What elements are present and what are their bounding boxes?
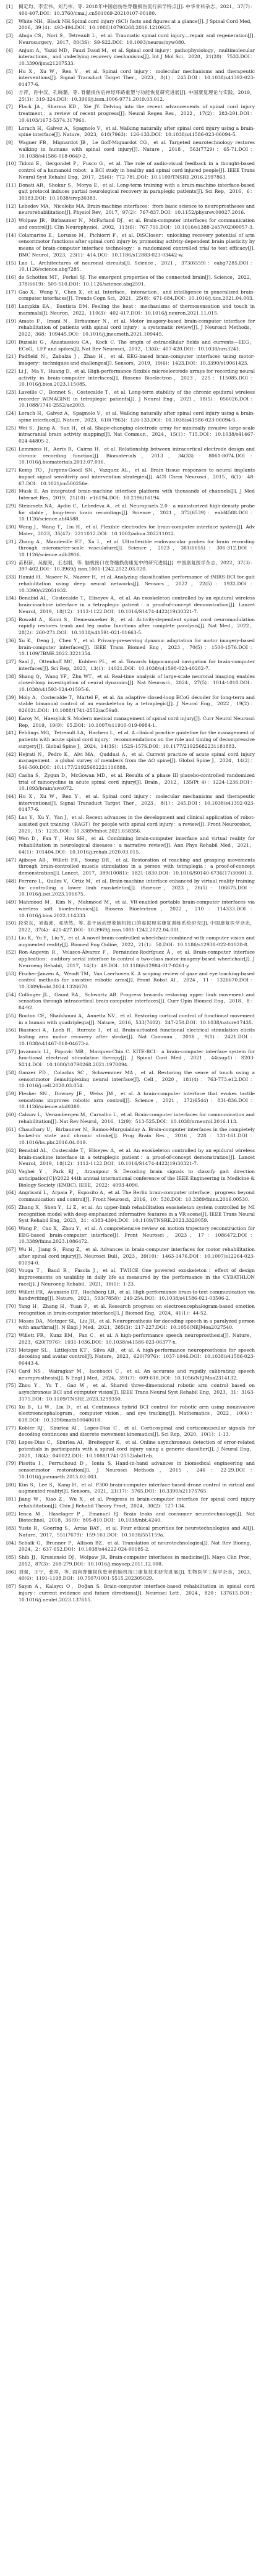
reference-item <box>6 752 255 771</box>
reference-number: [27] <box>6 467 16 473</box>
reference-item <box>6 1540 255 1553</box>
reference-item <box>6 574 255 594</box>
reference-item <box>6 1583 255 1603</box>
reference-item <box>6 560 255 573</box>
reference-text: Ienca M，Haselager P，Emanuel EJ. Brain leaks and consumer neurotechnology[J]. Nat Biotechnol，2018，36(9)：805-810.DOI：10.1038/nbt.4240. <box>19 1510 255 1523</box>
reference-number: [79] <box>6 1460 16 1467</box>
reference-text: Rowald A，Komi S，Demesmaeker R，et al. Activity-dependent spinal cord neuromodulation rapidly restores trunk and leg motor functions after complete paralysis[J]. Nat Med，2022，28(2)：260-271.DOI：10.1038/s41591-021-01663-5. <box>19 616 255 636</box>
reference-text: Angrisani L，Arpaia P，Esposito A，et al. The Berlin brain-computer interface：progress beyond communication and control[J]. Front Neurosci，2016，10：530.DOI：10.3389/fnins.2016.00530. <box>19 1190 255 1203</box>
reference-number: [43] <box>6 772 16 778</box>
reference-item <box>6 389 255 409</box>
reference-item <box>6 1425 255 1438</box>
reference-item <box>6 1460 255 1480</box>
reference-text: Wang J，Wang T，Liu H，et al. Flexible electrodes for brain-computer interface system[J]. Adv Mater，2023，35(47)：2211012.DOI：10.1002/adma.202211012. <box>19 524 255 536</box>
reference-number: [30] <box>6 524 16 530</box>
reference-number: [63] <box>6 1169 16 1175</box>
reference-item <box>6 318 255 338</box>
reference-number: [24] <box>6 410 16 417</box>
reference-text: Vouga T，Baud R，Fasola J，et al. TWIICE One powered exoskeleton：effect of design improvements on usability in daily life as measured by the performance in the CYBATHLON race[J]. J Neuroeng Rehabil，2021，18(1)：1-23. <box>19 1268 255 1287</box>
reference-text: 揭定均，李宏伟，刘乃伟，等. 2018年中国创伤性脊髓损伤流行病学特点[J]. 中华骨科杂志，2021，37(7)：401-407.DOI：10.3760/cma.j.cn501069-20210107-00180. <box>19 4 255 16</box>
reference-item <box>6 354 255 366</box>
reference-item <box>6 33 255 46</box>
reference-number: [13] <box>6 218 16 224</box>
reference-text: Karoy M，Haesyluk S. Modern medical management of spinal cord injury[J]. Curr Neurol Neurosci Rep，2019，19(9)：65.DOI：10.1007/s11910-019-0984-1. <box>19 715 255 728</box>
reference-item <box>6 48 255 67</box>
reference-text: Hu X，Xu W，Ren Y，et al. Spinal cord injury：molecular mechanisms and therapeutic interventions[J]. Signal Transduct Target Ther，2023，8(1)：245.DOI：10.1038/s41392-023-01477-6. <box>19 794 255 813</box>
reference-number: [47] <box>6 857 16 863</box>
reference-number: [10] <box>6 161 16 167</box>
reference-item <box>6 339 255 352</box>
reference-item <box>6 410 255 423</box>
reference-number: [15] <box>6 260 16 266</box>
reference-item <box>6 104 255 124</box>
reference-text: Xu B，Li W，Liu D，et al. Continuous hybrid BCI control for robotic arm using noninvasive electroencephalogram，computer vision，and eye tracking[J]. Mathematics，2022，10(4)：618.DOI：10.3390/math10040618. <box>19 1404 255 1423</box>
reference-number: [21] <box>6 354 16 360</box>
reference-number: [29] <box>6 502 16 509</box>
reference-number: [49] <box>6 899 16 905</box>
reference-item <box>6 1404 255 1424</box>
reference-number: [55] <box>6 1012 16 1019</box>
reference-text: Kobler RJ，Sburlea AI，Lopes-Dias C，et al. Corticospinal and corticomuscular signals for decoding continuous and discrete movement kinematics[J]. Sci Rep，2020，10(1)：1-13. <box>19 1425 255 1438</box>
reference-text: Ahuja CS，Nori S，Tetreault L，et al. Traumatic spinal cord injury—repair and regeneration[J]. Neurosurgery，2017，80(3S)：S9-S22.DOI：10.1093/neuros/nyw080. <box>19 33 255 45</box>
reference-text: 刘强，王宁，张祥，等. 面向脊髓损伤患者的脑机接口康复技术研究进展[J]. 生物医学工程学杂志，2023，40(6)：1191-1198.DOI：10.7507/1001-5515.202305029. <box>19 1569 255 1582</box>
reference-text: Tidoni E，Gergondet P，Fusco G，et al. The role of audio-visual feedback in a thought-based control of a humanoid robot：a BCI study in healthy and spinal cord injured people[J]. IEEE Trans Neural Syst Rehabil Eng，2017，25(6)：772-781.DOI：10.1109/TNSRE.2016.2597863. <box>19 161 255 180</box>
reference-text: Hamid H，Naseer N，Nazeer H，et al. Analyzing classification performance of fNIRS-BCI for gait rehabilitation using deep neural networks[J]. Sensors，2022，22(5)：1932.DOI：10.3390/s22051932. <box>19 574 255 593</box>
reference-number: [53] <box>6 970 16 977</box>
reference-text: Lemmens H，Aerts R，Cairns H，et al. Relationship between intracortical electrode design and chronic recording function[J]. Biomaterials，2013，34(33)：8061-8074.DOI：10.1016/j.biomaterials.2013.07.016. <box>19 446 255 465</box>
reference-text: Ganzer PD，Colachis SC，Schwemmer MA，et al. Restoring the sense of touch using a sensorimotor demultiplexing neural interface[J]. Cell，2020，181(4)：763-773.e12.DOI：10.1016/j.cell.2020.03.054. <box>19 1069 255 1089</box>
reference-text: Shih JJ，Krusienski DJ，Wolpaw JR. Brain-computer interfaces in medicine[J]. Mayo Clin Proc，2012，87(3)：268-279.DOI：10.1016/j.mayocp.2011.12.008. <box>19 1554 255 1567</box>
reference-item <box>6 303 255 316</box>
reference-text: Colamarino E，Lorusso M，Pichiorri F，et al. DiSCIoser：unlocking recovery potential of arm sensorimotor functions after spinal cord injury by promoting activity-dependent brain plasticity by means of brain-computer interface technology：a randomized controlled trial to test efficacy[J]. BMC Neurol，2023，23(1)：414.DOI：10.1186/s12883-023-03442-w. <box>19 232 255 258</box>
reference-number: [34] <box>6 595 16 601</box>
reference-text: Flack JA，Sharma KD，Xie JY. Delving into the recent advancements of spinal cord injury treatment：a review of recent progress[J]. Neural Regen Res，2022，17(2)：283-291.DOI：10.4103/1673-5374.317961. <box>19 104 255 123</box>
reference-item <box>6 971 255 991</box>
reference-item <box>6 524 255 537</box>
reference-item <box>6 794 255 813</box>
reference-number: [17] <box>6 289 16 295</box>
reference-text: Fehlings MG，Tetreault LA，Hachem L，et al. A clinical practice guideline for the management of patients with acute spinal cord injury：recommendations on the role and timing of decompressive surgery[J]. Global Spine J，2024，14(3S)：152S-157S.DOI：10.1177/21925682231181883. <box>19 730 255 749</box>
reference-item <box>6 488 255 501</box>
reference-item <box>6 69 255 88</box>
reference-item <box>6 1525 255 1538</box>
reference-item <box>6 1383 255 1402</box>
reference-number: [74] <box>6 1368 16 1374</box>
reference-text: Wu H，Jiang S，Fang Z，et al. Advances in brain-computer interfaces for motor rehabilitation after spinal cord injury[J]. Neurosci Bull，2023，39(10)：1463-1476.DOI：10.1007/s12264-023-01094-0. <box>19 1247 255 1266</box>
reference-text: Kim S，Lee S，Kang H，et al. P300 brain-computer interface-based drone control in virtual and augmented reality[J]. Sensors，2021，21(17)：5765.DOI：10.3390/s21175765. <box>19 1481 255 1494</box>
reference-number: [57] <box>6 1048 16 1054</box>
reference-item <box>6 274 255 287</box>
reference-number: [85] <box>6 1554 16 1561</box>
reference-number: [5] <box>6 68 13 74</box>
reference-number: [61] <box>6 1126 16 1132</box>
reference-item <box>6 638 255 658</box>
reference-text: Wang P，Cao X，Zhou Y，et al. A comprehensive review on motion trajectory reconstruction for EEG-based brain-computer interface[J]. Front Neurosci，2023，17：1086472.DOI：10.3389/fnins.2023.1086472. <box>19 1226 255 1245</box>
reference-number: [20] <box>6 339 16 345</box>
reference-number: [78] <box>6 1439 16 1446</box>
reference-number: [41] <box>6 730 16 736</box>
reference-number: [8] <box>6 125 13 131</box>
reference-item <box>6 1496 255 1509</box>
reference-text: Zhang A，Mandeville ET，Xu L，et al. Ultraflexible endovascular probes for brain recording through micrometer-scale vasculature[J]. Science，2023，381(6655)：306-312.DOI：10.1126/science.adh3916. <box>19 538 255 557</box>
reference-item <box>6 1368 255 1381</box>
reference-number: [7] <box>6 104 13 110</box>
reference-number: [12] <box>6 203 16 209</box>
reference-text: Vaghei Y，Park EJ，Arzanpour S. Decoding brain signals to classify gait direction anticipation[C]//2022 44th annual international conference of the IEEE Engineering in Medicine & Biology Society (EMBC). IEEE，2022：4093-4096. <box>19 1169 255 1188</box>
reference-text: 段荣东，刘海波，邓浩然，等. 基于运动想象脑机接口的虚拟现实康复训练系统研究[J]. 中国康复医学杂志，2022，37(4)：421-427.DOI：10.3969/j.issn.1001-1242.2022.04.001. <box>19 920 255 933</box>
reference-number: [33] <box>6 574 16 580</box>
reference-item <box>6 503 255 523</box>
reference-number: [60] <box>6 1112 16 1118</box>
reference-number: [65] <box>6 1204 16 1210</box>
reference-item <box>6 19 255 32</box>
reference-text: Zhang X，Shen Y，Li Z，et al. An upper-limb rehabilitation exoskeleton system controlled by MI recognition model with deep emphasized informative features in a VR scene[J]. IEEE Trans Neural Syst Rehabil Eng，2023，31：4383-4394.DOI：10.1109/TNSRE.2023.3329059. <box>19 1204 255 1224</box>
reference-number: [62] <box>6 1147 16 1153</box>
reference-text: Sayın A，Kalaycı O，Doğan S. Brain-computer interface-based rehabilitation in spinal cord injury：current evidence and future directions[J]. Neurosci Lett，2024，820：137615.DOI：10.1016/j.neulet.2023.137615. <box>19 1583 255 1603</box>
reference-text: Ajiboye AB，Willett FR，Young DR，et al. Restoration of reaching and grasping movements through brain-controlled muscle stimulation in a person with tetraplegia：a proof-of-concept demonstration[J]. Lancet，2017，389(10081)：1821-1830.DOI：10.1016/S0140-6736(17)30601-3. <box>19 857 255 876</box>
reference-item <box>6 695 255 714</box>
reference-item <box>6 674 255 693</box>
reference-text: Benabid AL，Costecalde T，Eliseyev A，et al. An exoskeleton controlled by an epidural wireless brain-machine interface in a tetraplegic patient：a proof-of-concept demonstration[J]. Lancet Neurol，2019，18(12)：1112-1122.DOI：10.1016/S1474-4422(19)30321-7. <box>19 595 255 614</box>
reference-item <box>6 1482 255 1495</box>
reference-text: Bouton CE，Shaikhouni A，Annetta NV，et al. Restoring cortical control of functional movement in a human with quadriplegia[J]. Nature，2016，533(7602)：247-250.DOI：10.1038/nature17435. <box>19 1012 255 1025</box>
reference-number: [46] <box>6 836 16 842</box>
reference-text: Musk E. An integrated brain-machine interface platform with thousands of channels[J]. J Med Internet Res，2019，21(10)：e16194.DOI：10.2196/16194. <box>19 488 255 501</box>
reference-text: Metzger SL，Littlejohn KT，Silva AB，et al. A high-performance neuroprosthesis for speech decoding and avatar control[J]. Nature，2023，620(7976)：1037-1046.DOI：10.1038/s41586-023-06443-4. <box>19 1347 255 1366</box>
reference-item <box>6 595 255 615</box>
reference-item <box>6 4 255 17</box>
reference-item <box>6 1190 255 1203</box>
reference-item <box>6 836 255 855</box>
reference-item <box>6 1091 255 1111</box>
reference-text: Liu K，Yu Y，Liu Y，et al. A novel brain-controlled wheelchair combined with computer vision and augmented reality[J]. Biomed Eng Online，2022，21(1)：50.DOI：10.1186/s12938-022-01020-8. <box>19 934 255 947</box>
reference-text: Jovanovic LI，Popovic MR，Marquez-Chin C. KITE-BCI：a brain-computer interface system for functional electrical stimulation therapy[J]. J Spinal Cord Med，2021，44(sup1)：S203-S214.DOI：10.1080/10790268.2021.1970894. <box>19 1048 255 1068</box>
reference-item <box>6 815 255 834</box>
reference-number: [36] <box>6 637 16 643</box>
reference-item <box>6 920 255 933</box>
reference-item <box>6 1318 255 1331</box>
reference-item <box>6 1247 255 1266</box>
reference-text: Fischer-Janzen A，Wendt TM，Van Laerhoven K. A scoping review of gaze and eye tracking-based control methods for assistive robotic arms[J]. Front Robot AI，2024，11：1326670.DOI：10.3389/frobt.2024.1326670. <box>19 970 255 989</box>
reference-number: [23] <box>6 389 16 396</box>
reference-item <box>6 260 255 273</box>
reference-item <box>6 857 255 877</box>
reference-text: Casha S，Zygun D，McGowan MD，et al. Results of a phase III placebo-controlled randomized trial of minocycline in acute spinal cord injury[J]. Brain，2012，135(Pt 4)：1224-1236.DOI：10.1093/brain/aws072. <box>19 772 255 792</box>
reference-number: [73] <box>6 1347 16 1353</box>
reference-text: Willett FR，Avansino DT，Hochberg LR，et al. High-performance brain-to-text communication via handwriting[J]. Nature，2021，593(7858)：249-254.DOI：10.1038/s41586-021-03506-2. <box>19 1289 255 1302</box>
reference-number: [51] <box>6 934 16 941</box>
reference-number: [35] <box>6 616 16 622</box>
reference-number: [6] <box>6 89 13 95</box>
reference-number: [4] <box>6 47 13 53</box>
reference-item <box>6 203 255 216</box>
reference-item <box>6 935 255 948</box>
reference-text: Willett FR，Kunz EM，Fan C，et al. A high-performance speech neuroprosthesis[J]. Nature，2023，620(7976)：1031-1036.DOI：10.1038/s41586-023-06377-x. <box>19 1332 255 1345</box>
reference-number: [82] <box>6 1510 16 1517</box>
reference-item <box>6 1127 255 1146</box>
reference-number: [38] <box>6 673 16 679</box>
reference-text: Hejrati N，Pedro K，Alvi MA，Quddusi A，et al. Current practice of acute spinal cord injury management：a global survey of members from the AO spine[J]. Global Spine J，2024，14(2)：546-560.DOI：10.1177/21925682221116888. <box>19 751 255 771</box>
reference-text: Steinmetz NA，Aydin C，Lebedeva A，et al. Neuropixels 2.0：a miniaturized high-density probe for stable，long-term brain recordings[J]. Science，2021，372(6539)：eabf4588.DOI：10.1126/science.abf4588. <box>19 502 255 522</box>
reference-text: Shang Q，Wang YF，Zhu WT，et al. Real-time analysis of large-scale neuronal imaging enables closed-loop investigation of neural dynamics[J]. Nat Neurosci，2024，27(5)：1014-1018.DOI：10.1038/s41593-024-01595-6. <box>19 673 255 692</box>
reference-number: [19] <box>6 318 16 324</box>
reference-item <box>6 1112 255 1125</box>
reference-text: Cahsov L，Versonbergen M，Carvalho L，et al. Brain-computer interfaces for communication and rehabilitation[J]. Nat Rev Neurol，2016，12(9)：513-525.DOI：10.1038/nrneurol.2016.113. <box>19 1112 255 1124</box>
reference-number: [72] <box>6 1332 16 1339</box>
reference-number: [64] <box>6 1190 16 1196</box>
reference-item <box>6 1554 255 1567</box>
reference-item <box>6 1439 255 1459</box>
reference-text: Wei S，Jiang A，Sun H，et al. Shape-changing electrode array for minimally invasive large-scale intracranial brain activity mapping[J]. Nat Commun，2024，15(1)：715.DOI：10.1038/s41467-024-44805-2. <box>19 425 255 444</box>
reference-item <box>6 1070 255 1090</box>
reference-text: Li J，Ma Y，Huang D，et al. High-performance flexible microelectrode arrays for recording neural activity in brain-computer interfaces[J]. Biosens Bioelectron，2023，225：115085.DOI：10.1016/j.bios.2023.115085. <box>19 368 255 388</box>
reference-item <box>6 1049 255 1069</box>
reference-number: [42] <box>6 751 16 757</box>
reference-text: Moly A，Costecalde T，Martel F，et al. An adaptive closed-loop ECoG decoder for long-term and stable bimanual control of an exoskeleton by a tetraplegic[J]. J Neural Eng，2022，19(2)：026021.DOI：10.1088/1741-2552/ac59a0. <box>19 694 255 714</box>
reference-item <box>6 1027 255 1047</box>
reference-number: [68] <box>6 1268 16 1274</box>
reference-number: [58] <box>6 1069 16 1075</box>
reference-item <box>6 1013 255 1026</box>
reference-text: Chaudhary U，Birbaumer N，Ramos-Murguialday A. Brain-computer interfaces in the completely locked-in state and chronic stroke[J]. Prog Brain Res，2016，228：131-161.DOI：10.1016/bs.pbr.2016.04.019. <box>19 1126 255 1146</box>
reference-number: [1] <box>6 4 13 9</box>
reference-number: [80] <box>6 1481 16 1488</box>
reference-text: Pisotta I，Perruchoud D，Ionta S. Hand-in-hand advances in biomedical engineering and sensorimotor restoration[J]. J Neurosci Methods，2015，246：22-29.DOI：10.1016/j.jneumeth.2015.03.003. <box>19 1460 255 1480</box>
reference-item <box>6 1332 255 1345</box>
reference-number: [18] <box>6 303 16 310</box>
reference-text: Lorach H，Galvez A，Spagnolo V，et al. Walking naturally after spinal cord injury using a brain-spine interface[J]. Nature，2023，618(7963)：126-133.DOI：10.1038/s41586-023-06094-5. <box>19 125 255 138</box>
reference-text: Mahmood M，Kim N，Mahmood M，et al. VR-enabled portable brain-computer interfaces via wireless soft bioelectronics[J]. Biosens Bioelectron，2022，210：114333.DOI：10.1016/j.bios.2022.114333. <box>19 899 255 918</box>
reference-item <box>6 368 255 388</box>
reference-item <box>6 1511 255 1524</box>
reference-text: Gao X，Wang Y，Chen X，et al. Interface，interaction，and intelligence in generalized brain-computer interfaces[J]. Trends Cogn Sci，2021，25(8)：671-684.DOI：10.1016/j.tics.2021.04.003. <box>19 289 255 302</box>
reference-number: [31] <box>6 538 16 544</box>
reference-number: [56] <box>6 1027 16 1033</box>
reference-text: Jiang W，Xiao Z，Wu X，et al. Progress in brain-computer interface for spinal cord injury rehabilitation[J]. Chin J Rehabil Theory Pract，2024，30(2)：127-134. <box>19 1496 255 1509</box>
reference-number: [11] <box>6 182 16 188</box>
reference-text: Xu K，Deng J，Chen Y，et al. Privacy-preserving dynamic adaptation for motor imagery-based brain-computer interfaces[J]. IEEE Trans Biomed Eng，2023，70(5)：1500-1576.DOI：10.1109/TBME.2022.3221354. <box>19 637 255 657</box>
reference-text: Lopes-Dias C，Sburlea AI，Breitegger K，et al. Online asynchronous detection of error-related potentials in participants with a spinal cord injury using a generic classifier[J]. J Neural Eng，2021，18(4)：046022.DOI：10.1088/1741-2552/abd1eb. <box>19 1439 255 1459</box>
reference-number: [69] <box>6 1289 16 1295</box>
reference-item <box>6 1226 255 1245</box>
reference-text: Schalk G，Brunner P，Allison BZ，et al. Translation of neurotechnologies[J]. Nat Rev Bioeng，2024，2：637-652.DOI：10.1038/s44222-024-00185-2. <box>19 1540 255 1553</box>
reference-number: [71] <box>6 1318 16 1324</box>
reference-number: [37] <box>6 659 16 665</box>
reference-number: [84] <box>6 1540 16 1546</box>
reference-text: Ferrero L，Quiles V，Ortiz M，et al. Brain-machine interface enhanced by virtual reality training for controlling a lower limb exoskeleton[J]. iScience，2023，26(5)：106675.DOI：10.1016/j.isci.2023.106675. <box>19 878 255 897</box>
reference-number: [75] <box>6 1383 16 1389</box>
reference-text: Moses DA，Metzger SL，Liu JR，et al. Neuroprosthesis for decoding speech in a paralyzed person with anarthria[J]. N Engl J Med，2021，385(3)：217-227.DOI：10.1056/NEJMoa2027540. <box>19 1318 255 1331</box>
reference-text: Yang H，Zhang H，Yuan F，et al. Research progress on electroencephalogram-based emotion recognition in brain-computer interface[J]. J Biomed Eng，2024，41(1)：44-52. <box>19 1303 255 1316</box>
reference-text: Card NS，Wairagkar M，Iacobacci C，et al. An accurate and rapidly calibrating speech neuroprosthesis[J]. N Engl J Med，2024，391(7)：609-618.DOI：10.1056/NEJMoa2314132. <box>19 1368 255 1381</box>
reference-text: Luo L. Architectures of neuronal circuits[J]. Science，2021，373(6559)：eabg7285.DOI：10.1126/science.abg7285. <box>19 260 255 273</box>
reference-number: [40] <box>6 715 16 721</box>
reference-number: [67] <box>6 1247 16 1253</box>
reference-item <box>6 161 255 180</box>
reference-text: 方萍，肖中汉，孔晓璐，等. 脊髓损伤后神经环路重塑与功能恢复研究进展[J]. 中国康复理论与实践，2019，25(3)：319-324.DOI：10.3969/j.issn.1006-9771.2019.03.012. <box>19 89 255 102</box>
reference-number: [32] <box>6 559 16 566</box>
reference-text: Lorach H，Galvez A，Spagnolo V，et al. Walking naturally after spinal cord injury using a brain-spine interface[J]. Nature，2023，618(7963)：126-133.DOI：10.1038/s41586-023-06094-5. <box>19 410 255 423</box>
reference-number: [26] <box>6 446 16 452</box>
reference-number: [44] <box>6 794 16 800</box>
reference-text: Padfield N，Zabalza J，Zhao H，et al. EEG-based brain-computer interfaces using motor-imagery：techniques and challenges[J]. Sensors，2019，19(6)：1423.DOI：10.3390/s19061423. <box>19 354 255 366</box>
reference-item <box>6 659 255 672</box>
reference-number: [28] <box>6 488 16 494</box>
reference-item <box>6 218 255 231</box>
reference-item <box>6 1268 255 1287</box>
reference-item <box>6 90 255 103</box>
reference-number: [83] <box>6 1525 16 1532</box>
reference-number: [45] <box>6 815 16 821</box>
reference-number: [22] <box>6 368 16 374</box>
reference-text: Buzsáki G，Anastassiou CA，Koch C. The origin of extracellular fields and currents—EEG，ECoG，LFP and spikes[J]. Nat Rev Neurosci，2012，13(6)：407-420.DOI：10.1038/nrn3241. <box>19 339 255 352</box>
reference-item <box>6 425 255 445</box>
reference-text: Amato F，Imani N，Birbaumer N，et al. Motor imagery-based brain-computer interface for rehabilitation of patients with spinal cord injury：a systematic review[J]. J Neurosci Methods，2022，368：109445.DOI：10.1016/j.jneumeth.2021.109445. <box>19 318 255 337</box>
reference-item <box>6 446 255 466</box>
reference-text: Collinger JL，Gaunt RA，Schwartz AB. Progress towards restoring upper limb movement and sensation through intracortical brain-computer interfaces[J]. Curr Opin Biomed Eng，2018，8：84-92. <box>19 991 255 1011</box>
reference-text: Anjum A，Yazid MD，Fauzi Daud M，et al. Spinal cord injury：pathophysiology，multimolecular interactions，and underlying recovery mechanisms[J]. Int J Mol Sci，2020，21(20)：7533.DOI：10.3390/ijms21207533. <box>19 47 255 66</box>
reference-item <box>6 467 255 487</box>
reference-text: Flesher SN，Downey JE，Weiss JM，et al. A brain-computer interface that evokes tactile sensations improves robotic arm control[J]. Science，2021，372(6544)：831-836.DOI：10.1126/science.abd0380. <box>19 1091 255 1110</box>
reference-item <box>6 1289 255 1302</box>
reference-item <box>6 878 255 898</box>
reference-item <box>6 182 255 202</box>
reference-text: White NH，Black NH.Spinal cord injury (SCI) facts and figures at a glance[J]. J Spinal Cord Med，2016，39 (4)：493-494.DOI：10.1080/10790268.2016.1210925. <box>19 18 255 31</box>
reference-number: [66] <box>6 1226 16 1232</box>
reference-item <box>6 617 255 637</box>
reference-text: Luo Y，Xu Y，Yan J，et al. Recent advances in the development and clinical application of robot-assisted gait training（RAGT）for people with spinal cord injury：a review[J]. Front Neurorobot，2021，15：1235.DOI：10.3389/fnbot.2021.658356. <box>19 815 255 834</box>
reference-number: [3] <box>6 33 13 38</box>
reference-item <box>6 730 255 750</box>
reference-text: Lumpkin EA，Bautista DM. Feeling the heat：mechanisms of thermosensation and touch in mammals[J]. Neuron，2022，110(3)：402-417.DOI：10.1016/j.neuron.2021.11.015. <box>19 303 255 316</box>
reference-text: Wolpaw JR，Birbaumer N，McFarland DJ，et al. Brain-computer interfaces for communication and control[J]. Clin Neurophysiol，2002，113(6)：767-791.DOI：10.1016/s1388-2457(02)00057-3. <box>19 218 255 230</box>
reference-item <box>6 289 255 302</box>
reference-number: [39] <box>6 694 16 700</box>
reference-text: de Schotten MT，Forkel SJ. The emergent properties of the connected brain[J]. Science，2022，378(6619)：505-510.DOI：10.1126/science.abq2591. <box>19 274 255 287</box>
reference-number: [2] <box>6 18 13 24</box>
reference-number: [86] <box>6 1569 16 1575</box>
reference-item <box>6 1169 255 1188</box>
reference-number: [87] <box>6 1583 16 1590</box>
reference-number: [81] <box>6 1496 16 1502</box>
reference-number: [48] <box>6 878 16 884</box>
reference-number: [50] <box>6 920 16 926</box>
reference-text: Hu X，Xu W，Ren Y，et al. Spinal cord injury：molecular mechanisms and therapeutic interventions[J]. Signal Transduct Target Ther，2023，8(1)：245.DOI：10.1038/s41392-023-01477-6. <box>19 68 255 88</box>
reference-number: [76] <box>6 1404 16 1410</box>
reference-text: Laveille C，Bonnet S，Costecalde T，et al. Long-term stability of the chronic epidural wireless recorder WIMAGINE in tetraplegic patients[J]. J Neural Eng，2021，18(5)：056026.DOI：10.1088/1741-2552/ac2003. <box>19 389 255 409</box>
reference-item <box>6 232 255 259</box>
reference-item <box>6 1347 255 1367</box>
reference-text: Lebedev MA，Nicolelis MA. Brain-machine interfaces：from basic science to neuroprostheses and neurorehabilitation[J]. Physiol Rev，2017，97(2)：767-837.DOI：10.1152/physrev.00027.2016. <box>19 203 255 216</box>
reference-text: Yuste R，Goering S，Arcas BAY，et al. Four ethical priorities for neurotechnologies and AI[J]. Nature，2017，551(7679)：159-163.DOI：10.1038/551159a. <box>19 1525 255 1538</box>
reference-text: Saal J，Ottenhoff MC，Kubben PL，et al. Towards hippocampal navigation for brain-computer interfaces[J]. Sci Rep，2023，13(1)：14021.DOI：10.1038/s41598-023-40282-7. <box>19 659 255 671</box>
reference-number: [54] <box>6 991 16 998</box>
reference-item <box>6 949 255 969</box>
reference-text: Wen D，Fan Y，Hsu SH，et al. Combining brain-computer interface and virtual reality for rehabilitation in neurological diseases：a narrative review[J]. Ann Phys Rehabil Med，2021，64(1)：101404.DOI：10.1016/j.rehab.2020.03.015. <box>19 836 255 855</box>
reference-text: Wagner FB，Mignardot JB，Le Goff-Mignardot CG，et al. Targeted neurotechnology restores walking in humans with spinal cord injury[J]. Nature，2018，563(7729)：65-71.DOI：10.1038/s41586-018-0649-2. <box>19 140 255 159</box>
reference-item <box>6 1148 255 1167</box>
reference-text: 苗积新，吴振宽，王志刚，等. 脑机接口在脊髓损伤康复中的研究进展[J]. 中国康复医学杂志，2022，37(3)：397-402.DOI：10.3969/j.issn.1001-1242.2022.03.020. <box>19 559 255 572</box>
reference-item <box>6 1303 255 1316</box>
reference-number: [25] <box>6 425 16 431</box>
reference-item <box>6 773 255 792</box>
reference-number: [9] <box>6 140 13 146</box>
reference-number: [52] <box>6 949 16 955</box>
reference-number: [14] <box>6 232 16 238</box>
reference-text: Donati AR，Shokur S，Morya E，et al. Long-term training with a brain-machine interface-based gait protocol induces partial neurological recovery in paraplegic patients[J]. Sci Rep，2016，6：30383.DOI：10.1038/srep30383. <box>19 182 255 201</box>
reference-number: [70] <box>6 1303 16 1310</box>
reference-item <box>6 140 255 159</box>
reference-item <box>6 992 255 1012</box>
reference-list <box>6 4 255 1603</box>
reference-text: Benabid AL，Costecalde T，Eliseyev A，et al. An exoskeleton controlled by an epidural wireless brain-machine interface in a tetraplegic patient：a proof-of-concept demonstration[J]. Lancet Neurol，2019，18(12)：1112-1122.DOI：10.1016/S1474-4422(19)30321-7. <box>19 1147 255 1167</box>
reference-text: Biasiucci A，Leeb R，Iturrate I，et al. Brain-actuated functional electrical stimulation elicits lasting arm motor recovery after stroke[J]. Nat Commun，2018，9(1)：2421.DOI：10.1038/s41467-018-04673-z. <box>19 1027 255 1046</box>
reference-item <box>6 1205 255 1224</box>
reference-item <box>6 899 255 919</box>
reference-item <box>6 125 255 138</box>
reference-text: Zhou Y，Yu T，Gao W，et al. Shared three-dimensional robotic arm control based on asynchronous BCI and computer vision[J]. IEEE Trans Neural Syst Rehabil Eng，2023，31：3163-3175.DOI：10.1109/TNSRE.2023.3299350. <box>19 1383 255 1402</box>
reference-number: [59] <box>6 1091 16 1097</box>
reference-item <box>6 539 255 559</box>
reference-number: [77] <box>6 1425 16 1431</box>
reference-item <box>6 1569 255 1582</box>
reference-text: Kemp TO，Jurgens-Goodl SN，Vazquez AL，et al. Brain tissue responses to neural implants impact signal sensitivity and intervention strategies[J]. ACS Chem Neurosci，2015，6(1)：48-67.DOI：10.1021/cn500256e. <box>19 467 255 486</box>
reference-text: Ron-Angevin R，Velasco-Álvarez F，Fernández-Rodríguez Á，et al. Brain-computer interface application：auditory serial interface to control a two-class motor-imagery-based wheelchair[J]. J Neuroeng Rehabil，2017，14(1)：49.DOI：10.1186/s12984-017-0261-y. <box>19 949 255 968</box>
reference-item <box>6 716 255 729</box>
reference-number: [16] <box>6 274 16 281</box>
